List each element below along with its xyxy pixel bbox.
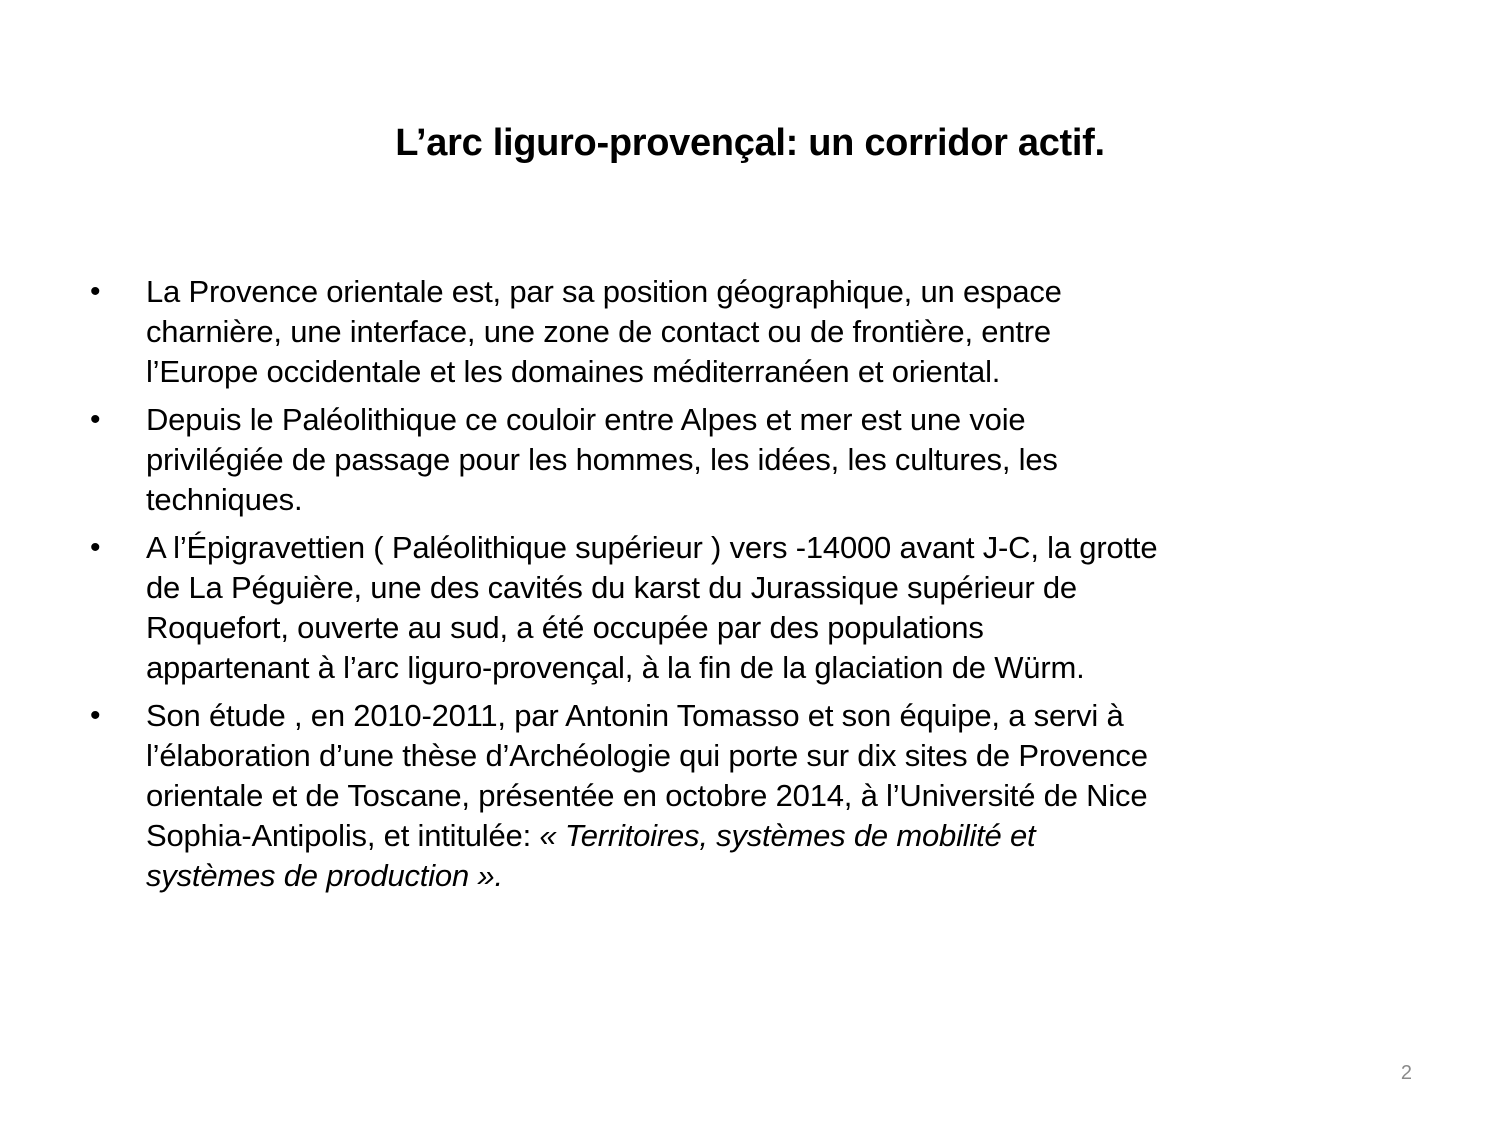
bullet-line: Son étude , en 2010-2011, par Antonin Tomasso et son équipe, a servi à [146, 698, 1124, 733]
bullet-line: de La Péguière, une des cavités du karst du Jurassique supérieur de [146, 570, 1077, 605]
bullet-marker: • [90, 403, 101, 436]
bullet-line: l’élaboration d’une thèse d’Archéologie qui porte sur dix sites de Provence [146, 738, 1148, 773]
bullet-line: privilégiée de passage pour les hommes, les idées, les cultures, les [146, 442, 1058, 477]
slide-title: L’arc liguro-provençal: un corridor actif. [395, 122, 1105, 164]
bullet-line: orientale et de Toscane, présentée en octobre 2014, à l’Université de Nice [146, 778, 1148, 813]
bullet-item [88, 696, 1418, 896]
bullet-line: La Provence orientale est, par sa position géographique, un espace [146, 274, 1062, 309]
bullet-line: A l’Épigravettien ( Paléolithique supérieur ) vers -14000 avant J-C, la grotte [146, 530, 1158, 565]
bullet-line [146, 816, 1418, 856]
bullet-line: appartenant à l’arc liguro-provençal, à la fin de la glaciation de Würm. [146, 650, 1085, 685]
bullet-item [88, 272, 1418, 392]
bullet-marker: • [90, 275, 101, 308]
bullet-list [88, 272, 1418, 904]
bullet-line: techniques. [146, 482, 303, 517]
bullet-item [88, 528, 1418, 688]
bullet-line: Roquefort, ouverte au sud, a été occupée par des populations [146, 610, 984, 645]
page-number: 2 [1400, 1062, 1412, 1084]
bullet-line: charnière, une interface, une zone de contact ou de frontière, entre [146, 314, 1051, 349]
bullet-marker: • [90, 531, 101, 564]
thesis-title-italic-cont: systèmes de production ». [146, 858, 503, 893]
bullet-line: Depuis le Paléolithique ce couloir entre Alpes et mer est une voie [146, 402, 1026, 437]
thesis-title-italic: « Territoires, systèmes de mobilité et [539, 818, 1036, 853]
bullet-item [88, 400, 1418, 520]
bullet-text-plain: Sophia-Antipolis, et intitulée: [146, 818, 540, 853]
bullet-line: l’Europe occidentale et les domaines méditerranéen et oriental. [146, 354, 1001, 389]
bullet-marker: • [90, 699, 101, 732]
